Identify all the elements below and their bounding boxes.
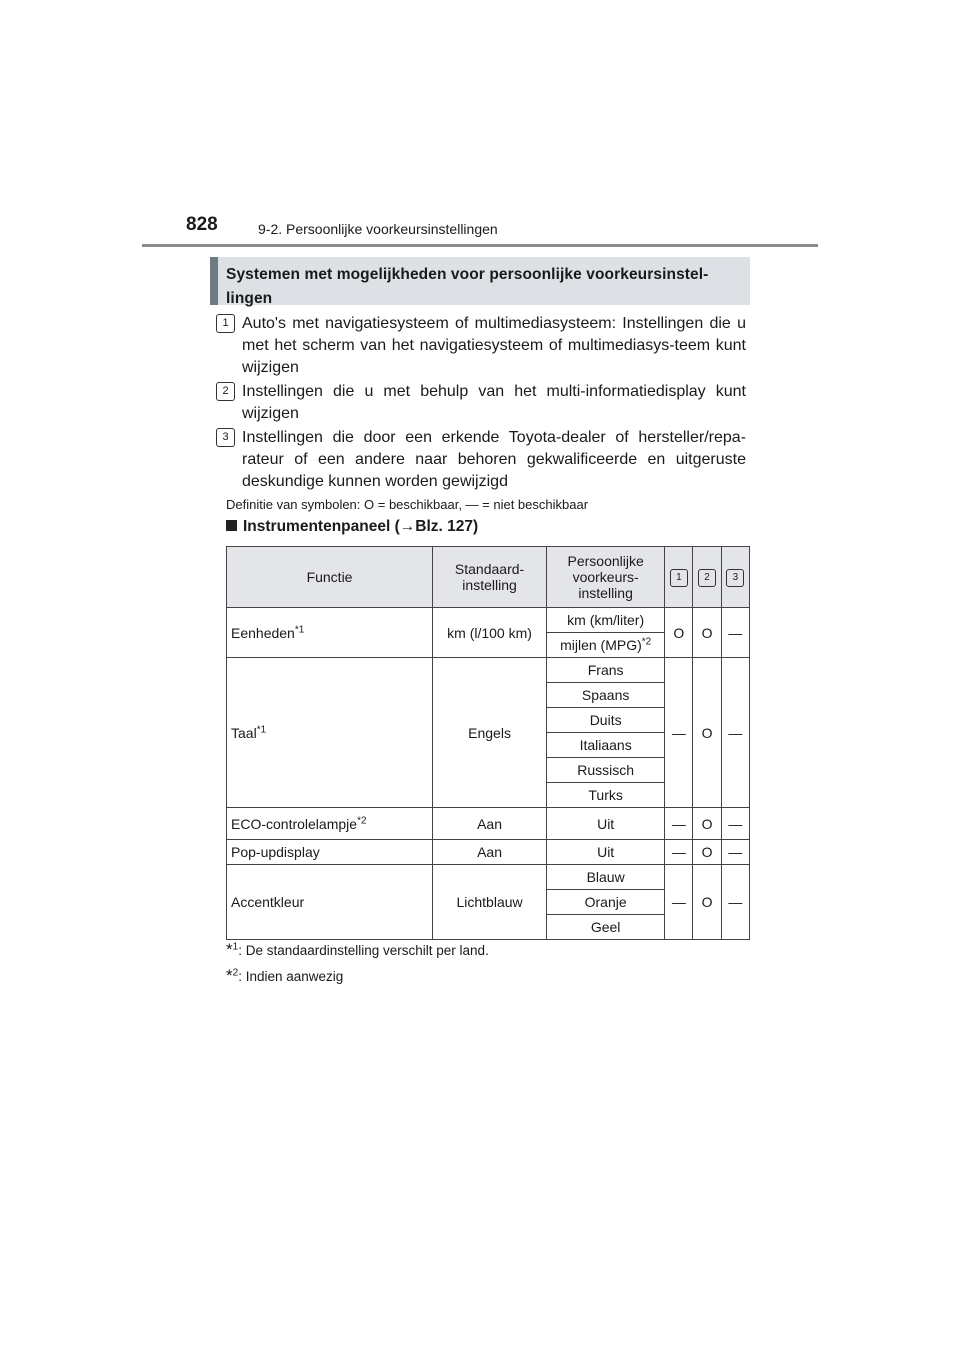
- number-badge: 1: [670, 569, 688, 587]
- header-text: instelling: [462, 577, 517, 593]
- list-item: [216, 313, 746, 379]
- cell-default: Aan: [433, 840, 547, 865]
- table-row: [227, 840, 750, 865]
- list-item-text: Instellingen die door een erkende Toyota-dealer of hersteller/repa-rateur of een andere naar behoren gekwalificeerde en uitgeruste deskundige kunnen worden gewijzigd: [242, 429, 746, 490]
- number-badge: 2: [698, 569, 716, 587]
- cell-text: mijlen (MPG): [560, 637, 642, 653]
- cell-option: Spaans: [547, 683, 665, 708]
- header-text: Persoonlijke: [567, 553, 644, 569]
- cell-default: Engels: [433, 658, 547, 808]
- cell-function: [227, 808, 433, 840]
- square-bullet-icon: [226, 520, 237, 531]
- cell-option: Russisch: [547, 758, 665, 783]
- cell-mark: O: [693, 840, 721, 865]
- number-badge: 3: [216, 428, 235, 447]
- number-badge: 2: [216, 382, 235, 401]
- cell-mark: O: [693, 608, 721, 658]
- cell-function: [227, 658, 433, 808]
- cell-option: Duits: [547, 708, 665, 733]
- header-badge-3: [721, 547, 749, 608]
- header-functie: Functie: [227, 547, 433, 608]
- header-text: Standaard-: [454, 561, 525, 577]
- cell-default: Aan: [433, 808, 547, 840]
- footnote-number: 2: [232, 967, 239, 979]
- cell-function: Accentkleur: [227, 865, 433, 940]
- table-row: [227, 658, 750, 683]
- cell-mark: —: [721, 840, 749, 865]
- cell-mark: O: [693, 808, 721, 840]
- section-title: [210, 257, 750, 305]
- cell-mark: O: [693, 865, 721, 940]
- table-row: [227, 865, 750, 890]
- cell-mark: —: [721, 865, 749, 940]
- subsection-title: Instrumentenpaneel (→Blz. 127): [243, 518, 479, 535]
- list-item: [216, 381, 746, 425]
- cell-mark: —: [665, 658, 693, 808]
- cell-option: Blauw: [547, 865, 665, 890]
- cell-mark: O: [693, 658, 721, 808]
- footnote-mark: *1: [256, 723, 267, 735]
- cell-mark: —: [721, 808, 749, 840]
- list-item-text: Auto's met navigatiesysteem of multimediasysteem: Instellingen die u met het scherm van het navigatiesysteem of multimediasys-teem kunt wijzigen: [242, 315, 746, 376]
- number-badge: 1: [216, 314, 235, 333]
- cell-mark: —: [721, 608, 749, 658]
- cell-mark: —: [665, 808, 693, 840]
- footnote-text: : Indien aanwezig: [238, 969, 344, 984]
- cell-mark: —: [721, 658, 749, 808]
- table-row: [227, 808, 750, 840]
- header-badge-2: [693, 547, 721, 608]
- cell-mark: —: [665, 865, 693, 940]
- footnote-mark: *2: [641, 636, 652, 648]
- subsection-heading: [226, 518, 478, 536]
- table-row: [227, 608, 750, 633]
- cell-option: Uit: [547, 840, 665, 865]
- header-badge-1: [665, 547, 693, 608]
- list-item-text: Instellingen die u met behulp van het multi-informatiedisplay kunt wijzigen: [242, 383, 746, 422]
- header-persoonlijk: [547, 547, 665, 608]
- header-standaard: [433, 547, 547, 608]
- cell-option: Oranje: [547, 890, 665, 915]
- cell-option: km (km/liter): [547, 608, 665, 633]
- section-title-line-2: lingen: [226, 290, 273, 307]
- footnote-star: *: [226, 966, 233, 985]
- header-text: voorkeurs-: [572, 569, 639, 585]
- cell-mark: —: [665, 840, 693, 865]
- footnote-star: *: [226, 940, 233, 959]
- header-divider: [142, 244, 818, 247]
- cell-option: Uit: [547, 808, 665, 840]
- cell-function: Pop-updisplay: [227, 840, 433, 865]
- cell-option: Geel: [547, 915, 665, 940]
- page-number: 828: [186, 214, 218, 235]
- cell-option: [547, 633, 665, 658]
- footnote-number: 1: [232, 941, 239, 953]
- footnote-mark: *2: [357, 814, 367, 826]
- footnote-mark: *1: [294, 623, 305, 635]
- table-header-row: [227, 547, 750, 608]
- footnote: [226, 940, 489, 960]
- footnote: [226, 966, 343, 986]
- symbol-definition: Definitie van symbolen: O = beschikbaar, — = niet beschikbaar: [226, 497, 589, 512]
- cell-text: Taal: [231, 724, 257, 741]
- header-text: instelling: [578, 585, 633, 601]
- list-item: [216, 427, 746, 493]
- footnote-text: : De standaardinstelling verschilt per land.: [238, 943, 489, 958]
- number-badge: 3: [726, 569, 744, 587]
- cell-text: Eenheden: [231, 624, 295, 641]
- section-title-line-1: Systemen met mogelijkheden voor persoonlijke voorkeursinstel-: [226, 266, 709, 283]
- settings-table: [226, 546, 750, 940]
- cell-text: ECO-controlelampje: [231, 815, 358, 832]
- cell-option: Turks: [547, 783, 665, 808]
- cell-option: Italiaans: [547, 733, 665, 758]
- cell-default: Lichtblauw: [433, 865, 547, 940]
- cell-mark: O: [665, 608, 693, 658]
- cell-function: [227, 608, 433, 658]
- cell-default: km (l/100 km): [433, 608, 547, 658]
- running-header: 9-2. Persoonlijke voorkeursinstellingen: [258, 221, 498, 237]
- cell-option: Frans: [547, 658, 665, 683]
